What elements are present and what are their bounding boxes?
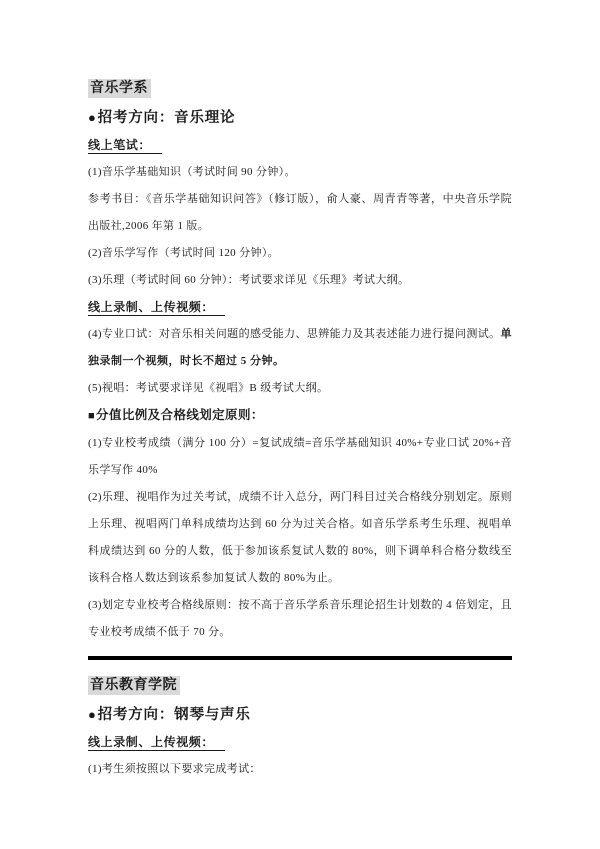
department-heading-row (88, 671, 512, 700)
online-video-upload-subheading (88, 729, 512, 756)
paragraph-written-subject-2: (2)音乐学写作（考试时间 120 分钟）。 (88, 247, 280, 259)
paragraph-score-formula: (1)专业校考成绩（满分 100 分）=复试成绩=音乐学基础知识 40%+专业口试 20%+音乐学写作 40% (88, 437, 512, 476)
online-written-exam-subheading (88, 132, 512, 159)
department-heading-row (88, 74, 512, 103)
section-music-education-school (88, 671, 512, 783)
paragraph-written-subject-3: (3)乐理（考试时间 60 分钟）：考试要求详见《乐理》考试大纲。 (88, 274, 410, 286)
admission-direction-heading (88, 104, 512, 132)
department-title-highlighted: 音乐学系 (88, 79, 151, 98)
circle-bullet-icon: ● (88, 707, 97, 722)
section-musicology-department (88, 74, 512, 646)
circle-bullet-icon: ● (88, 110, 97, 125)
paragraph-oral-exam (88, 321, 512, 375)
admission-direction-label: 招考方向：音乐理论 (97, 110, 236, 126)
oral-exam-description: (4)专业口试：对音乐相关问题的感受能力、思辨能力及其表述能力进行提问测试。 (88, 328, 501, 340)
paragraph-written-subject-1: (1)音乐学基础知识（考试时间 90 分钟）。 (88, 166, 296, 178)
admission-direction-heading (88, 701, 512, 729)
paragraph-qualification-line: (3)划定专业校考合格线原则：按不高于音乐学系音乐理论招生计划数的 4 倍划定，且专业校考成绩不低于 70 分。 (88, 599, 512, 638)
online-video-upload-label: 线上录制、上传视频： (88, 735, 225, 751)
admission-direction-label: 招考方向：钢琴与声乐 (97, 707, 251, 723)
score-ratio-heading-label: 分值比例及合格线划定原则： (96, 408, 264, 422)
paragraph-sight-singing: (5)视唱：考试要求详见《视唱》B 级考试大纲。 (88, 382, 329, 394)
section-divider (88, 656, 512, 660)
score-ratio-heading (88, 402, 512, 430)
oral-exam-video-requirement: 单独录制一个视频，时长不超过 5 分钟。 (88, 328, 512, 367)
square-bullet-icon: ■ (88, 410, 96, 422)
online-video-upload-label: 线上录制、上传视频： (88, 300, 225, 316)
online-video-upload-subheading (88, 294, 512, 321)
department-title-highlighted: 音乐教育学院 (88, 676, 180, 695)
paragraph-reference-books: 参考书目：《音乐学基础知识问答》（修订版），俞人豪、周青青等著，中央音乐学院出版社,2006 年第 1 版。 (88, 193, 512, 232)
online-written-exam-label: 线上笔试： (88, 138, 162, 154)
paragraph-exam-requirements-intro: (1)考生须按照以下要求完成考试： (88, 763, 261, 775)
paragraph-pass-line-rules: (2)乐理、视唱作为过关考试，成绩不计入总分，两门科目过关合格线分别划定。原则上乐理、视唱两门单科成绩均达到 60 分为过关合格。如音乐学系考生乐理、视唱单科成绩达到 60 分的人数，低于参加该系复试人数的 80%，则下调单科合格分数线至该科合格人数达到该系参加复试人数的 80%为止。 (88, 491, 512, 584)
